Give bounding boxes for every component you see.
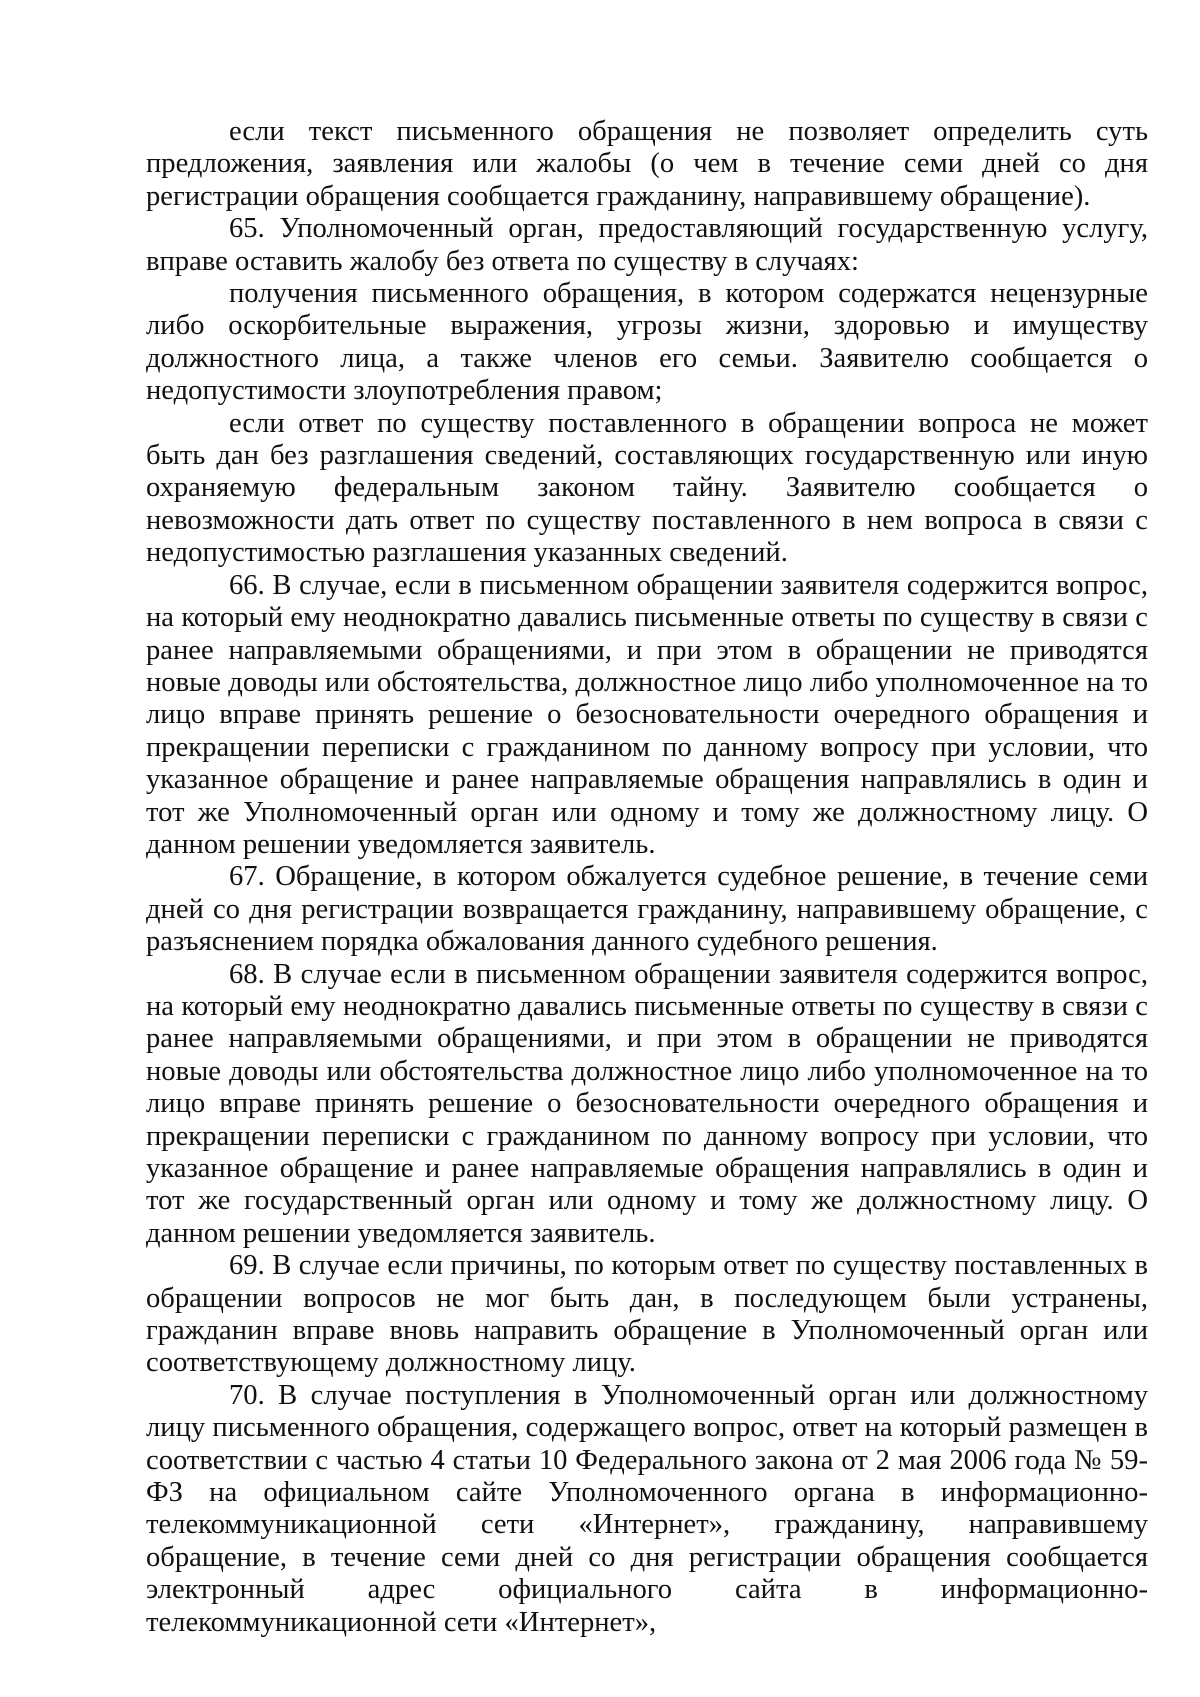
paragraph-offensive-content: получения письменного обращения, в котором содержатся нецензурные либо оскорбительные выражения, угрозы жизни, здоровью и имуществу должностного лица, а также членов его семьи. Заявителю сообщается о недопустимости злоупотребления правом;	[146, 278, 1148, 407]
paragraph-unclear-text: если текст письменного обращения не позволяет определить суть предложения, заявления или жалобы (о чем в течение семи дней со дня регистрации обращения сообщается гражданину, направившему обращение).	[146, 116, 1148, 212]
paragraph-68: 68. В случае если в письменном обращении заявителя содержится вопрос, на который ему неоднократно давались письменные ответы по существу в связи с ранее направляемыми обращениями, и при этом в обращении не приводятся новые доводы или обстоятельства должностное лицо либо уполномоченное на то лицо вправе принять решение о безосновательности очередного обращения и прекращении переписки с гражданином по данному вопросу при условии, что указанное обращение и ранее направляемые обращения направлялись в один и тот же государственный орган или одному и тому же должностному лицу. О данном решении уведомляется заявитель.	[146, 958, 1148, 1249]
paragraph-66: 66. В случае, если в письменном обращении заявителя содержится вопрос, на который ему неоднократно давались письменные ответы по существу в связи с ранее направляемыми обращениями, и при этом в обращении не приводятся новые доводы или обстоятельства, должностное лицо либо уполномоченное на то лицо вправе принять решение о безосновательности очередного обращения и прекращении переписки с гражданином по данному вопросу при условии, что указанное обращение и ранее направляемые обращения направлялись в один и тот же Уполномоченный орган или одному и тому же должностному лицу. О данном решении уведомляется заявитель.	[146, 569, 1148, 860]
paragraph-67: 67. Обращение, в котором обжалуется судебное решение, в течение семи дней со дня регистрации возвращается гражданину, направившему обращение, с разъяснением порядка обжалования данного судебного решения.	[146, 861, 1148, 958]
document-page	[146, 116, 1148, 1639]
paragraph-65: 65. Уполномоченный орган, предоставляющий государственную услугу, вправе оставить жалобу без ответа по существу в случаях:	[146, 213, 1148, 277]
paragraph-69: 69. В случае если причины, по которым ответ по существу поставленных в обращении вопросов не мог быть дан, в последующем были устранены, гражданин вправе вновь направить обращение в Уполномоченный орган или соответствующему должностному лицу.	[146, 1250, 1148, 1379]
paragraph-secret-information: если ответ по существу поставленного в обращении вопроса не может быть дан без разглашения сведений, составляющих государственную или иную охраняемую федеральным законом тайну. Заявителю сообщается о невозможности дать ответ по существу поставленного в нем вопроса в связи с недопустимостью разглашения указанных сведений.	[146, 407, 1148, 569]
paragraph-70: 70. В случае поступления в Уполномоченный орган или должностному лицу письменного обращения, содержащего вопрос, ответ на который размещен в соответствии с частью 4 статьи 10 Федерального закона от 2 мая 2006 года № 59-ФЗ на официальном сайте Уполномоченного органа в информационно-телекоммуникационной сети «Интернет», гражданину, направившему обращение, в течение семи дней со дня регистрации обращения сообщается электронный адрес официального сайта в информационно-телекоммуникационной сети «Интернет»,	[146, 1379, 1148, 1638]
